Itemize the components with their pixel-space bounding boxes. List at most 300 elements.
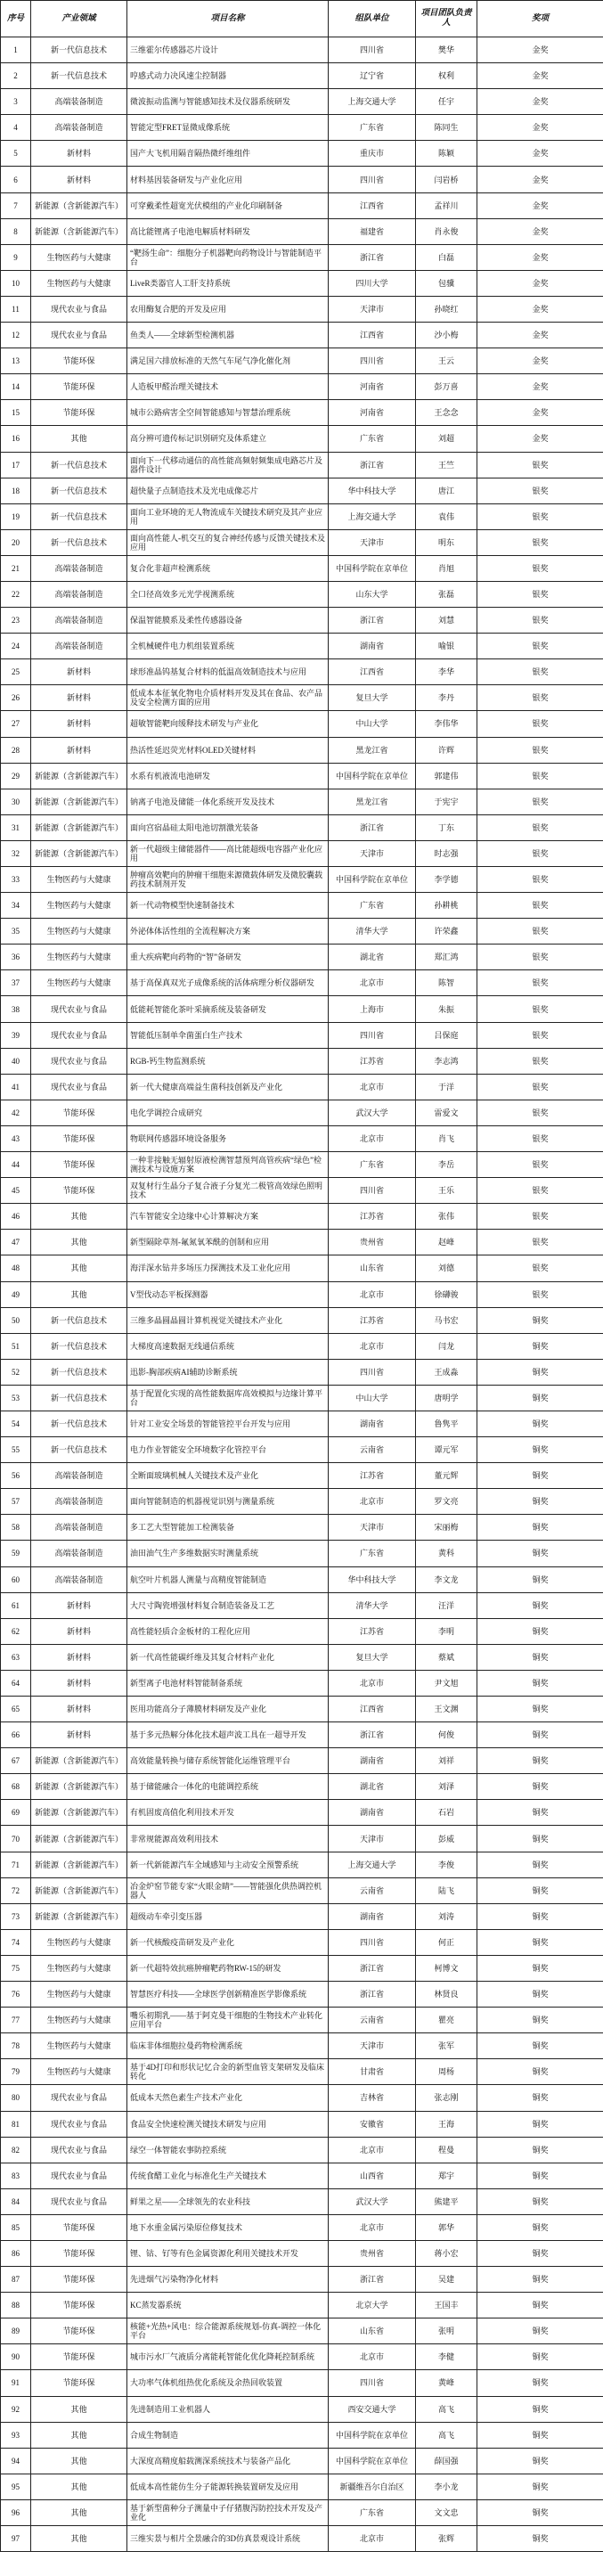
row-project: 面向下一代移动通信的高性能高频射频集成电路芯片及器件设计 [127,452,329,478]
header-project: 项目名称 [127,1,329,37]
row-lead: 郭华 [416,2214,477,2240]
table-row [1,763,603,789]
row-organization: 华中科技大学 [329,1566,416,1592]
row-field: 其他 [31,1204,127,1230]
row-lead: 彭威 [416,1826,477,1852]
row-lead: 石岩 [416,1800,477,1826]
table-row [1,1748,603,1774]
table-row [1,867,603,893]
row-project: 新一代超特效抗癌肿瘤靶药物RW-15的研发 [127,1955,329,1981]
table-row [1,192,603,218]
row-index: 40 [1,1048,31,1074]
row-field: 新材料 [31,167,127,192]
row-award: 银奖 [477,608,603,634]
row-lead: 瞿亮 [416,2008,477,2033]
row-organization: 浙江省 [329,814,416,840]
row-project: 多工艺大型智能加工检测装备 [127,1515,329,1541]
row-field: 节能环保 [31,1100,127,1125]
row-award: 铜奖 [477,2344,603,2370]
row-organization: 中国科学院在京单位 [329,763,416,789]
row-project: 大梯度高速数据无线通信系统 [127,1333,329,1359]
header-row [1,1,603,37]
table-row [1,1670,603,1696]
row-project: 电化学调控合成研究 [127,1100,329,1125]
row-project: 新一代大健康高端益生菌科技创新及产业化 [127,1074,329,1100]
row-organization: 河南省 [329,374,416,400]
row-index: 1 [1,37,31,63]
row-field: 生物医药与大健康 [31,945,127,970]
header-award: 奖项 [477,1,603,37]
row-award: 铜奖 [477,1592,603,1618]
row-organization: 湖南省 [329,634,416,659]
row-organization: 上海交通大学 [329,89,416,115]
row-award: 铜奖 [477,1541,603,1566]
table-row [1,840,603,866]
row-organization: 山东大学 [329,581,416,607]
row-index: 39 [1,1022,31,1048]
row-project: 嘴乐初期乳——基于阿克曼干细胞的生物技术产业转化应用平台 [127,2008,329,2033]
row-lead: 李伟华 [416,711,477,737]
row-organization: 中国科学院在京单位 [329,867,416,893]
row-award: 铜奖 [477,1929,603,1955]
row-index: 91 [1,2370,31,2396]
table-row [1,1697,603,1722]
table-row [1,2214,603,2240]
table-row [1,1385,603,1411]
row-organization: 贵州省 [329,1230,416,1255]
row-organization: 北京市 [329,2526,416,2552]
row-project: 基于高保真双光子成像系统的活体病理分析仪器研发 [127,970,329,996]
row-field: 节能环保 [31,2214,127,2240]
row-lead: 何俊 [416,1722,477,1748]
row-award: 银奖 [477,996,603,1022]
table-row [1,426,603,452]
row-index: 36 [1,945,31,970]
table-row [1,1982,603,2008]
table-row [1,1022,603,1048]
row-project: 哼感式动力决风速尘控制器 [127,63,329,89]
row-organization: 天津市 [329,1515,416,1541]
row-organization: 江苏省 [329,1048,416,1074]
row-project: LiveR类器官人工肝支持系统 [127,270,329,296]
row-index: 7 [1,192,31,218]
row-index: 44 [1,1152,31,1178]
row-project: 锂、钴、钌等有色金属资源化利用关键技术开发 [127,2240,329,2266]
row-field: 节能环保 [31,1125,127,1151]
row-project: 超快量子点制造技术及光电成像芯片 [127,478,329,503]
row-organization: 江西省 [329,323,416,348]
row-award: 银奖 [477,1048,603,1074]
row-organization: 山东省 [329,2318,416,2344]
row-project: 面向智能制造的机器视觉识别与测量系统 [127,1489,329,1515]
row-award: 银奖 [477,867,603,893]
row-index: 92 [1,2396,31,2422]
row-lead: 徐礴骏 [416,1281,477,1307]
row-index: 77 [1,2008,31,2033]
row-field: 其他 [31,2499,127,2525]
table-row [1,400,603,426]
row-lead: 尹文旭 [416,1670,477,1696]
row-lead: 唐明学 [416,1385,477,1411]
row-field: 节能环保 [31,374,127,400]
row-index: 38 [1,996,31,1022]
table-row [1,1592,603,1618]
row-field: 生物医药与大健康 [31,893,127,919]
table-row [1,2370,603,2396]
row-field: 节能环保 [31,1178,127,1204]
row-field: 新材料 [31,1618,127,1644]
table-body [1,37,603,2552]
row-field: 新一代信息技术 [31,37,127,63]
row-lead: 王国丰 [416,2293,477,2318]
row-award: 金奖 [477,218,603,244]
row-award: 铜奖 [477,1722,603,1748]
row-lead: 王成淼 [416,1359,477,1385]
row-lead: 刘涛 [416,1903,477,1929]
row-index: 54 [1,1411,31,1436]
row-organization: 中国科学院在京单位 [329,2422,416,2448]
row-lead: 李学德 [416,867,477,893]
row-organization: 重庆市 [329,141,416,167]
row-project: 全机械硬件电力机组装置系统 [127,634,329,659]
row-lead: 李健 [416,2344,477,2370]
row-project: 城市污水厂气液质分离能耗智能化优化降耗控制系统 [127,2344,329,2370]
row-index: 49 [1,1281,31,1307]
table-row [1,1125,603,1151]
row-index: 60 [1,1566,31,1592]
row-organization: 四川省 [329,1022,416,1048]
table-row [1,452,603,478]
table-row [1,2163,603,2188]
row-field: 其他 [31,2422,127,2448]
table-row [1,374,603,400]
row-lead: 孙耕桃 [416,893,477,919]
row-project: V型伐动态平板探测器 [127,1281,329,1307]
table-row [1,608,603,634]
row-index: 23 [1,608,31,634]
row-lead: 鲁隽平 [416,1411,477,1436]
row-index: 22 [1,581,31,607]
row-organization: 湖北省 [329,945,416,970]
table-row [1,1255,603,1281]
table-row [1,2448,603,2474]
table-row [1,1437,603,1463]
row-lead: 于洋 [416,1074,477,1100]
row-award: 铜奖 [477,1826,603,1852]
row-field: 生物医药与大健康 [31,2033,127,2059]
row-project: 新一代高性能碳纤维及其复合材料产业化 [127,1644,329,1670]
row-field: 新材料 [31,737,127,763]
row-project: 双复材行生晶分子复合液子分复光二极管高效绿色照明技术 [127,1178,329,1204]
row-organization: 广东省 [329,2499,416,2525]
row-project: 大深度高精度船载测深系统技术与装备产品化 [127,2448,329,2474]
row-index: 85 [1,2214,31,2240]
table-row [1,789,603,814]
row-index: 24 [1,634,31,659]
row-award: 银奖 [477,1255,603,1281]
row-award: 铜奖 [477,1385,603,1411]
row-award: 银奖 [477,634,603,659]
row-field: 新能源（含新能源汽车） [31,1774,127,1800]
row-project: 基于多元热解分体化技术超声波工具在一超导开发 [127,1722,329,1748]
row-lead: 谭元军 [416,1437,477,1463]
row-project: 基于配置化实现的高性能数据库高效模拟与边缘计算平台 [127,1385,329,1411]
row-project: 食品安全快速检测关键技术研发与应用 [127,2111,329,2137]
table-row [1,893,603,919]
table-row [1,1541,603,1566]
row-project: 全断面玻璃机械人关键技术及产业化 [127,1463,329,1489]
row-index: 11 [1,296,31,322]
row-field: 新一代信息技术 [31,452,127,478]
row-field: 其他 [31,426,127,452]
row-field: 高端装备制造 [31,89,127,115]
row-organization: 广东省 [329,1541,416,1566]
row-lead: 权利 [416,63,477,89]
row-award: 银奖 [477,945,603,970]
row-project: 针对工业安全场景的智能管控平台开发与应用 [127,1411,329,1436]
row-index: 16 [1,426,31,452]
row-organization: 辽宁省 [329,63,416,89]
row-award: 银奖 [477,970,603,996]
row-field: 新材料 [31,1644,127,1670]
row-lead: 时志强 [416,840,477,866]
row-index: 52 [1,1359,31,1385]
row-field: 新能源（含新能源汽车） [31,1826,127,1852]
row-lead: 闫岩桥 [416,167,477,192]
row-organization: 复旦大学 [329,1644,416,1670]
row-lead: 肖旭 [416,555,477,581]
row-organization: 云南省 [329,2008,416,2033]
row-lead: 肖永俊 [416,218,477,244]
row-lead: 许辉 [416,737,477,763]
row-organization: 复旦大学 [329,685,416,711]
row-field: 新能源（含新能源汽车） [31,840,127,866]
row-award: 金奖 [477,270,603,296]
row-field: 新一代信息技术 [31,1411,127,1436]
row-field: 高端装备制造 [31,608,127,634]
table-row [1,2318,603,2344]
row-organization: 四川省 [329,1359,416,1385]
row-field: 生物医药与大健康 [31,970,127,996]
row-field: 节能环保 [31,348,127,374]
table-row [1,2474,603,2499]
table-row [1,1826,603,1852]
row-lead: 明东 [416,529,477,555]
row-project: 高效能量转换与储存系统智能化运维管理平台 [127,1748,329,1774]
table-row [1,478,603,503]
row-organization: 山东省 [329,1255,416,1281]
row-award: 银奖 [477,840,603,866]
row-organization: 浙江省 [329,608,416,634]
table-row [1,1048,603,1074]
row-index: 12 [1,323,31,348]
table-row [1,2240,603,2266]
row-lead: 宋丽梅 [416,1515,477,1541]
row-lead: 李志鸿 [416,1048,477,1074]
row-project: 电力作业智能安全环境数字化管控平台 [127,1437,329,1463]
table-row [1,296,603,322]
row-project: 传统食醋工业化与标准化生产关键技术 [127,2163,329,2188]
table-row [1,1152,603,1178]
row-lead: 丁东 [416,814,477,840]
row-field: 新能源（含新能源汽车） [31,218,127,244]
row-index: 87 [1,2267,31,2293]
row-lead: 陆飞 [416,1877,477,1903]
row-lead: 李小龙 [416,2474,477,2499]
row-project: 全口径高效多元光学视测系统 [127,581,329,607]
row-index: 26 [1,685,31,711]
row-organization: 福建省 [329,218,416,244]
row-index: 56 [1,1463,31,1489]
row-field: 生物医药与大健康 [31,2008,127,2033]
table-row [1,244,603,270]
row-field: 生物医药与大健康 [31,270,127,296]
row-lead: 黄科 [416,1541,477,1566]
row-organization: 天津市 [329,840,416,866]
table-row [1,1618,603,1644]
row-award: 铜奖 [477,2163,603,2188]
row-award: 银奖 [477,1152,603,1178]
table-row [1,2267,603,2293]
row-organization: 江西省 [329,1697,416,1722]
row-index: 78 [1,2033,31,2059]
row-project: 新一代超级主储能器件——高比能超级电容器产业化应用 [127,840,329,866]
table-row [1,555,603,581]
row-award: 银奖 [477,1281,603,1307]
row-project: 大功率气体机组热优化系统及余热回收装置 [127,2370,329,2396]
row-organization: 浙江省 [329,244,416,270]
row-lead: 许荣鑫 [416,919,477,945]
row-award: 铜奖 [477,2008,603,2033]
row-lead: 罗文亮 [416,1489,477,1515]
row-index: 27 [1,711,31,737]
row-field: 现代农业与食品 [31,996,127,1022]
row-organization: 北京市 [329,1125,416,1151]
row-project: 面向宫宿晶硅太阳电池切割激光装备 [127,814,329,840]
row-award: 铜奖 [477,1411,603,1436]
row-lead: 李岳 [416,1152,477,1178]
row-project: 冶金炉窑节能专家“火眼金睛”——智能强化供热调控机器人 [127,1877,329,1903]
table-row [1,2526,603,2552]
row-lead: 汪洋 [416,1592,477,1618]
row-field: 高端装备制造 [31,1566,127,1592]
row-index: 81 [1,2111,31,2137]
row-index: 65 [1,1697,31,1722]
row-field: 现代农业与食品 [31,1022,127,1048]
row-project: 面向高性能人-机交互的复合神经传感与反馈关键技术及应用 [127,529,329,555]
row-lead: 喻银 [416,634,477,659]
row-award: 铜奖 [477,1852,603,1877]
row-organization: 上海市 [329,996,416,1022]
row-award: 铜奖 [477,1489,603,1515]
row-lead: 程曼 [416,2137,477,2163]
row-index: 68 [1,1774,31,1800]
row-organization: 天津市 [329,1826,416,1852]
row-field: 高端装备制造 [31,1489,127,1515]
row-project: 核能+光热+风电：综合能源系统规划-仿真-调控一体化平台 [127,2318,329,2344]
row-award: 银奖 [477,711,603,737]
row-index: 31 [1,814,31,840]
row-field: 其他 [31,2526,127,2552]
row-field: 新材料 [31,1592,127,1618]
row-index: 75 [1,1955,31,1981]
row-project: 新型离子电池材料智能制备系统 [127,1670,329,1696]
row-field: 现代农业与食品 [31,296,127,322]
table-row [1,685,603,711]
row-index: 34 [1,893,31,919]
row-field: 节能环保 [31,1152,127,1178]
row-field: 新一代信息技术 [31,1333,127,1359]
row-index: 20 [1,529,31,555]
row-field: 现代农业与食品 [31,323,127,348]
table-row [1,37,603,63]
row-field: 节能环保 [31,2370,127,2396]
row-field: 新材料 [31,1697,127,1722]
row-field: 现代农业与食品 [31,1048,127,1074]
row-project: 热活性延迟荧光材料OLED关键材料 [127,737,329,763]
row-field: 现代农业与食品 [31,1074,127,1100]
row-organization: 云南省 [329,1877,416,1903]
row-project: 城市公路病害全空间智能感知与智慧治理系统 [127,400,329,426]
row-lead: 林贤良 [416,1982,477,2008]
row-index: 14 [1,374,31,400]
row-award: 铜奖 [477,2137,603,2163]
row-field: 高端装备制造 [31,555,127,581]
row-field: 节能环保 [31,2318,127,2344]
row-award: 铜奖 [477,1618,603,1644]
row-organization: 甘肃省 [329,2059,416,2085]
row-project: 低能耗智能化茶叶采摘系统及装备研发 [127,996,329,1022]
row-field: 现代农业与食品 [31,2163,127,2188]
row-field: 新材料 [31,1670,127,1696]
row-organization: 江苏省 [329,1307,416,1333]
row-project: 合成生物制造 [127,2422,329,2448]
table-row [1,1463,603,1489]
row-lead: 袁伟 [416,503,477,529]
row-lead: 刘祥 [416,1748,477,1774]
row-lead: 唐江 [416,478,477,503]
row-field: 新一代信息技术 [31,529,127,555]
row-organization: 四川省 [329,37,416,63]
row-project: 迅影-胸部疾病AI辅助诊断系统 [127,1359,329,1385]
row-award: 铜奖 [477,1697,603,1722]
row-field: 节能环保 [31,400,127,426]
row-lead: 张磊 [416,581,477,607]
table-row [1,1489,603,1515]
row-field: 高端装备制造 [31,581,127,607]
row-lead: 李俊 [416,1852,477,1877]
row-field: 新能源（含新能源汽车） [31,1903,127,1929]
row-award: 银奖 [477,581,603,607]
header-lead: 项目团队负责人 [416,1,477,37]
row-index: 13 [1,348,31,374]
header-organization: 组队单位 [329,1,416,37]
row-index: 42 [1,1100,31,1125]
row-project: 新一代动物模型快速制备技术 [127,893,329,919]
row-index: 71 [1,1852,31,1877]
table-row [1,2111,603,2137]
row-index: 47 [1,1230,31,1255]
row-project: 有机固废高值化利用技术开发 [127,1800,329,1826]
row-index: 5 [1,141,31,167]
row-field: 现代农业与食品 [31,2188,127,2214]
row-index: 30 [1,789,31,814]
row-organization: 清华大学 [329,919,416,945]
row-organization: 湖南省 [329,1800,416,1826]
row-field: 现代农业与食品 [31,2085,127,2111]
table-row [1,1644,603,1670]
row-award: 铜奖 [477,2267,603,2293]
